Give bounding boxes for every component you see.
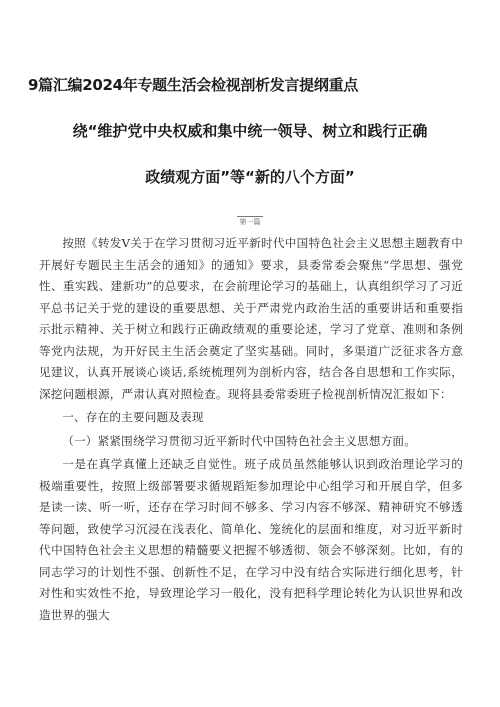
- heading-level-1: 一、存在的主要问题及表现: [62, 410, 204, 424]
- document-title: 9篇汇编2024年专题生活会检视剖析发言提纲重点: [28, 76, 358, 94]
- section-label: 第一篇: [239, 218, 261, 226]
- section-mark: [235, 215, 265, 226]
- section-divider: [237, 216, 263, 217]
- subtitle-line-1: 绕“维护党中央权威和集中统一领导、树立和践行正确: [72, 122, 428, 140]
- body-text: [39, 233, 463, 626]
- body-paragraph: 一是在真学真懂上还缺乏自觉性。班子成员虽然能够认识到政治理论学习的极端重要性，按照上级部署要求循规蹈矩参加理论中心组学习和开展自学，但多是读一读、听一听，还存在学习时间不够多、学习内容不够深、精神研究不够透等问题，致使学习沉浸在浅表化、简单化、笼统化的层面和维度，对习近平新时代中国特色社会主义思想的精髓要义把握不够透彻、领会不够深刻。比如，有的同志学习的计划性不强、创新性不足，在学习中没有结合实际进行细化思考，针对性和实效性不抢，导致理论学习一般化，没有把科学理论转化为认识世界和改造世界的强大: [39, 457, 463, 622]
- heading-level-2: （一）紧紧围绕学习贯彻习近平新时代中国特色社会主义思想方面。: [62, 433, 417, 448]
- subtitle-line-2: 政绩观方面”等“新的八个方面”: [145, 168, 355, 186]
- intro-paragraph: 按照《转发Ⅴ关于在学习贯彻习近平新时代中国特色社会主义思想主题教育中开展好专题民主生活会的通知》的通知》要求，县委常委会聚焦“学思想、强党性、重实践、建新功”的总要求，在会前理论学习的基础上，认真组织学习了习近平总书记关于党的建设的重要思想、关于严肃党内政治生活的重要讲话和重要指示批示精神、关于树立和践行正确政绩观的重要论述，学习了党章、准则和条例等党内法规，为开好民主生活会奠定了坚实基础。同时，多渠道广泛征求各方意见建议，认真开展谈心谈话,系统梳理列为剖析内容，结合各自思想和工作实际，深挖问题根源，严肃认真对照检查。现将县委常委班子检视剖析情况汇报如下：: [39, 236, 463, 401]
